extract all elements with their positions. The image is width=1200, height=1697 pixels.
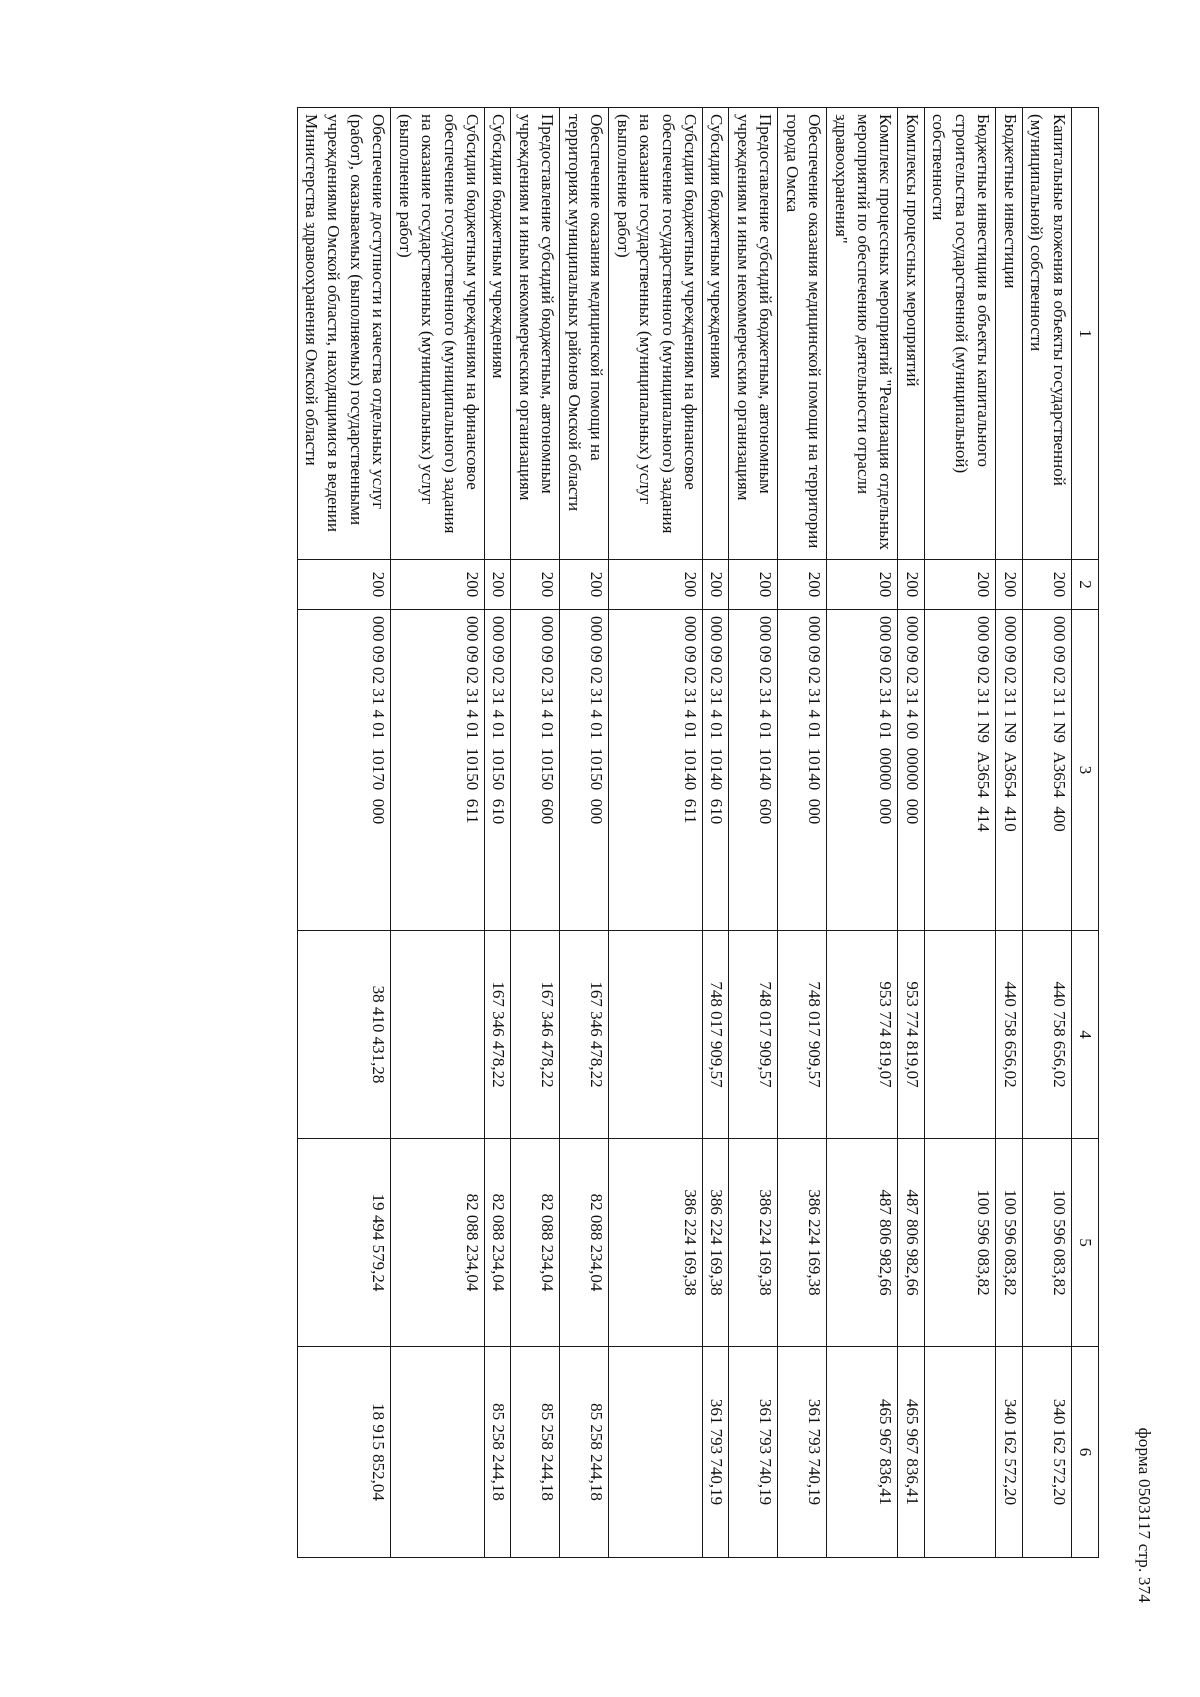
row-name-cell: Обеспечение доступности и качества отдельных услуг (работ), оказываемых (выполняемых) государственными учреждениями Омской области, находящимися в ведении Министерства здравоохранения Омской области [297, 108, 391, 560]
column-header-5: 5 [1071, 1139, 1098, 1347]
table-row [511, 108, 560, 1558]
row-line-code-cell: 200 [560, 560, 609, 610]
row-approved-amount-cell: 748 017 909,57 [778, 931, 827, 1139]
budget-execution-table [297, 107, 1099, 1558]
row-unexecuted-amount-cell: 340 162 572,20 [1022, 1347, 1071, 1558]
table-row [996, 108, 1022, 1558]
row-name-cell: Обеспечение оказания медицинской помощи на территориях муниципальных районов Омской области [560, 108, 609, 560]
row-line-code-cell: 200 [827, 560, 898, 610]
column-header-2: 2 [1071, 560, 1098, 610]
table-body [297, 108, 1071, 1558]
row-classification-code-cell: 000 09 02 31 4 01 10140 611 [609, 610, 703, 931]
row-executed-amount-cell: 82 088 234,04 [485, 1139, 511, 1347]
row-executed-amount-cell: 487 806 982,66 [898, 1139, 924, 1347]
row-executed-amount-cell: 19 494 579,24 [297, 1139, 391, 1347]
row-approved-amount-cell: 748 017 909,57 [703, 931, 729, 1139]
row-approved-amount-cell: 167 346 478,22 [560, 931, 609, 1139]
row-classification-code-cell: 000 09 02 31 4 01 00000 000 [827, 610, 898, 931]
row-unexecuted-amount-cell: 465 967 836,41 [898, 1347, 924, 1558]
column-header-4: 4 [1071, 931, 1098, 1139]
row-name-cell: Предоставление субсидий бюджетным, автономным учреждениям и иным некоммерческим организациям [729, 108, 778, 560]
row-name-cell: Предоставление субсидий бюджетным, автономным учреждениям и иным некоммерческим организациям [511, 108, 560, 560]
row-line-code-cell: 200 [703, 560, 729, 610]
row-unexecuted-amount-cell: 18 915 852,04 [297, 1347, 391, 1558]
row-classification-code-cell: 000 09 02 31 4 01 10140 000 [778, 610, 827, 931]
table-row [703, 108, 729, 1558]
row-line-code-cell: 200 [1022, 560, 1071, 610]
row-classification-code-cell: 000 09 02 31 4 01 10150 611 [391, 610, 485, 931]
form-page-label: форма 0503117 стр. 374 [1135, 1427, 1154, 1603]
row-classification-code-cell: 000 09 02 31 1 N9 А3654 400 [1022, 610, 1071, 931]
row-unexecuted-amount-cell: 361 793 740,19 [703, 1347, 729, 1558]
row-classification-code-cell: 000 09 02 31 1 N9 А3654 410 [996, 610, 1022, 931]
row-approved-amount-cell: 167 346 478,22 [511, 931, 560, 1139]
row-approved-amount-cell [924, 931, 995, 1139]
table-row [391, 108, 485, 1558]
row-executed-amount-cell: 386 224 169,38 [703, 1139, 729, 1347]
row-executed-amount-cell: 487 806 982,66 [827, 1139, 898, 1347]
row-classification-code-cell: 000 09 02 31 4 00 00000 000 [898, 610, 924, 931]
column-header-6: 6 [1071, 1347, 1098, 1558]
row-executed-amount-cell: 82 088 234,04 [560, 1139, 609, 1347]
row-executed-amount-cell: 386 224 169,38 [609, 1139, 703, 1347]
row-approved-amount-cell: 953 774 819,07 [827, 931, 898, 1139]
row-unexecuted-amount-cell: 85 258 244,18 [485, 1347, 511, 1558]
row-line-code-cell: 200 [898, 560, 924, 610]
row-executed-amount-cell: 82 088 234,04 [391, 1139, 485, 1347]
row-line-code-cell: 200 [511, 560, 560, 610]
row-executed-amount-cell: 100 596 083,82 [996, 1139, 1022, 1347]
row-approved-amount-cell: 167 346 478,22 [485, 931, 511, 1139]
row-line-code-cell: 200 [729, 560, 778, 610]
row-approved-amount-cell: 953 774 819,07 [898, 931, 924, 1139]
row-name-cell: Капитальные вложения в объекты государственной (муниципальной) собственности [1022, 108, 1071, 560]
row-unexecuted-amount-cell: 340 162 572,20 [996, 1347, 1022, 1558]
row-unexecuted-amount-cell: 361 793 740,19 [778, 1347, 827, 1558]
row-classification-code-cell: 000 09 02 31 4 01 10150 610 [485, 610, 511, 931]
column-header-1: 1 [1071, 108, 1098, 560]
row-unexecuted-amount-cell [391, 1347, 485, 1558]
row-line-code-cell: 200 [924, 560, 995, 610]
row-approved-amount-cell: 38 410 431,28 [297, 931, 391, 1139]
row-line-code-cell: 200 [391, 560, 485, 610]
table-row [297, 108, 391, 1558]
row-name-cell: Субсидии бюджетным учреждениям на финансовое обеспечение государственного (муниципального) задания на оказание государственных (муниципальных) услуг (выполнение работ) [609, 108, 703, 560]
row-executed-amount-cell: 100 596 083,82 [1022, 1139, 1071, 1347]
row-name-cell: Субсидии бюджетным учреждениям [703, 108, 729, 560]
table-row [898, 108, 924, 1558]
row-name-cell: Обеспечение оказания медицинской помощи на территории города Омска [778, 108, 827, 560]
row-name-cell: Бюджетные инвестиции [996, 108, 1022, 560]
row-classification-code-cell: 000 09 02 31 4 01 10150 600 [511, 610, 560, 931]
table-row [729, 108, 778, 1558]
table-row [778, 108, 827, 1558]
table-row [924, 108, 995, 1558]
table-row [609, 108, 703, 1558]
row-executed-amount-cell: 386 224 169,38 [729, 1139, 778, 1347]
row-line-code-cell: 200 [485, 560, 511, 610]
row-name-cell: Субсидии бюджетным учреждениям [485, 108, 511, 560]
row-classification-code-cell: 000 09 02 31 4 01 10150 000 [560, 610, 609, 931]
row-approved-amount-cell: 440 758 656,02 [1022, 931, 1071, 1139]
row-line-code-cell: 200 [609, 560, 703, 610]
row-approved-amount-cell: 440 758 656,02 [996, 931, 1022, 1139]
row-executed-amount-cell: 100 596 083,82 [924, 1139, 995, 1347]
row-approved-amount-cell: 748 017 909,57 [729, 931, 778, 1139]
column-header-3: 3 [1071, 610, 1098, 931]
row-executed-amount-cell: 386 224 169,38 [778, 1139, 827, 1347]
rotated-page [135, 60, 1155, 1603]
row-line-code-cell: 200 [778, 560, 827, 610]
table-row [560, 108, 609, 1558]
row-unexecuted-amount-cell: 85 258 244,18 [560, 1347, 609, 1558]
row-classification-code-cell: 000 09 02 31 4 01 10140 610 [703, 610, 729, 931]
row-approved-amount-cell [391, 931, 485, 1139]
row-approved-amount-cell [609, 931, 703, 1139]
row-name-cell: Комплексы процессных мероприятий [898, 108, 924, 560]
table-row [1022, 108, 1071, 1558]
table-row [485, 108, 511, 1558]
row-classification-code-cell: 000 09 02 31 4 01 10140 600 [729, 610, 778, 931]
row-unexecuted-amount-cell: 361 793 740,19 [729, 1347, 778, 1558]
row-name-cell: Субсидии бюджетным учреждениям на финансовое обеспечение государственного (муниципального) задания на оказание государственных (муниципальных) услуг (выполнение работ) [391, 108, 485, 560]
row-line-code-cell: 200 [297, 560, 391, 610]
row-unexecuted-amount-cell [924, 1347, 995, 1558]
row-classification-code-cell: 000 09 02 31 4 01 10170 000 [297, 610, 391, 931]
row-name-cell: Бюджетные инвестиции в объекты капитального строительства государственной (муниципальной) собственности [924, 108, 995, 560]
row-unexecuted-amount-cell: 465 967 836,41 [827, 1347, 898, 1558]
row-unexecuted-amount-cell: 85 258 244,18 [511, 1347, 560, 1558]
row-line-code-cell: 200 [996, 560, 1022, 610]
row-name-cell: Комплекс процессных мероприятий "Реализация отдельных мероприятий по обеспечению деятельности отрасли здравоохранения" [827, 108, 898, 560]
table-header-row [1071, 108, 1098, 1558]
row-unexecuted-amount-cell [609, 1347, 703, 1558]
row-classification-code-cell: 000 09 02 31 1 N9 А3654 414 [924, 610, 995, 931]
table-row [827, 108, 898, 1558]
row-executed-amount-cell: 82 088 234,04 [511, 1139, 560, 1347]
